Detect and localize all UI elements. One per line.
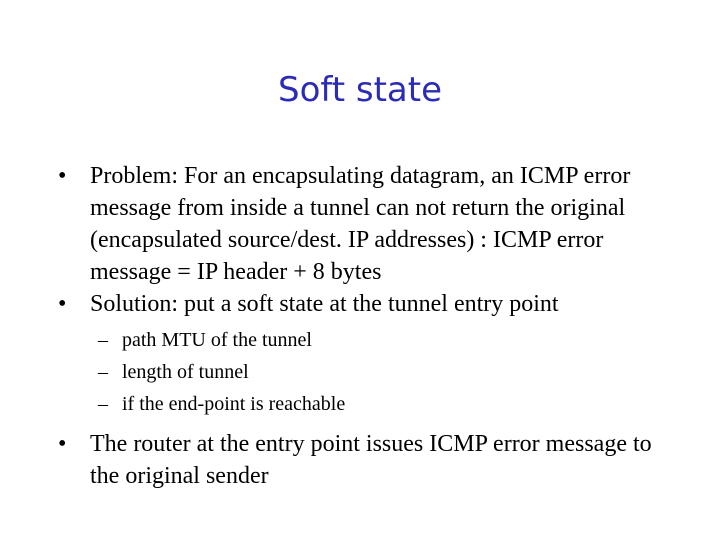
sub-bullet-text: length of tunnel: [122, 361, 249, 383]
bullet-item: [58, 288, 678, 320]
sub-bullet-marker: –: [98, 329, 108, 351]
bullet-marker: •: [58, 291, 67, 317]
bullet-marker: •: [58, 163, 67, 189]
bullet-item: [58, 428, 678, 492]
sub-bullet-text: path MTU of the tunnel: [122, 329, 312, 351]
sub-bullet-marker: –: [98, 361, 108, 383]
bullet-item: [58, 160, 678, 288]
bullet-text: Solution: put a soft state at the tunnel entry point: [90, 291, 559, 317]
sub-bullet-list: [58, 324, 678, 420]
sub-bullet-item: [58, 356, 678, 388]
bullet-text: Problem: For an encapsulating datagram, an ICMP error message from inside a tunnel can not return the original (encapsulated source/dest. IP addresses) : ICMP error message = IP header + 8 bytes: [90, 163, 631, 285]
bullet-text: The router at the entry point issues ICMP error message to the original sender: [90, 431, 652, 489]
slide-title: Soft state: [277, 70, 443, 110]
bullet-marker: •: [58, 431, 67, 457]
sub-bullet-text: if the end-point is reachable: [122, 393, 346, 415]
slide-body: [58, 160, 678, 492]
sub-bullet-item: [58, 324, 678, 356]
sub-bullet-marker: –: [98, 393, 108, 415]
sub-bullet-item: [58, 388, 678, 420]
